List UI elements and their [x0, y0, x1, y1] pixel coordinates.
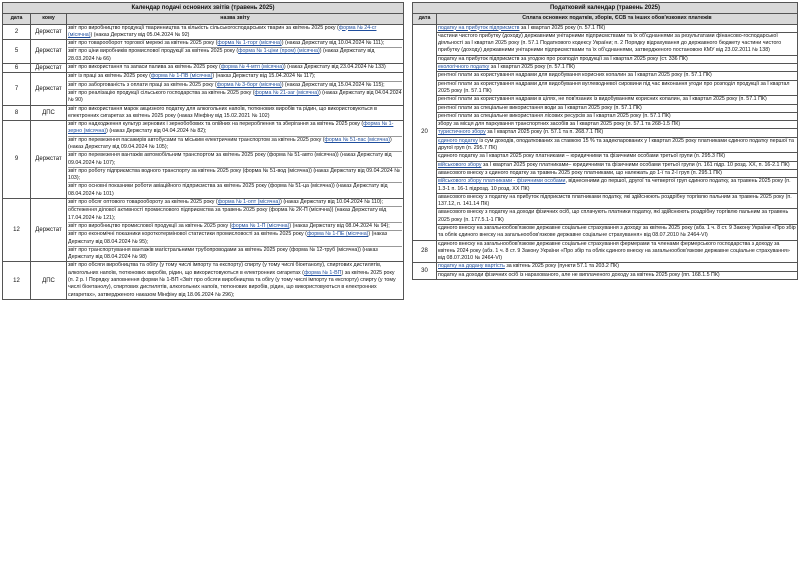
report-form-link[interactable]: форма № 1-торг (місячна) — [217, 40, 282, 47]
payment-text: рентної плати за спеціальне використання лісових ресурсів за I квартал 2025 року (п. 57.1 ПК) — [438, 112, 671, 119]
report-text-tail: ) (наказ Держстату від 05.04.2024 № 92) — [90, 31, 190, 38]
payment-row — [413, 80, 798, 96]
payment-tax-link[interactable]: податку на додану вартість — [438, 263, 505, 270]
payment-item — [437, 96, 798, 104]
report-item — [68, 90, 402, 105]
report-item — [68, 199, 402, 207]
report-text: звіт про перевезення вантажів автомобільним транспортом за квітень 2025 року (форма № 51-авто (місячна)) (наказ Держстату від 09.04.2024 № 107); — [68, 152, 392, 166]
payment-item — [437, 240, 798, 263]
report-item — [68, 137, 402, 153]
payment-tax-link[interactable]: єдиного податку — [438, 137, 478, 144]
report-text: звіт про реалізацію продукції сільського господарства за квітень 2025 року ( — [68, 89, 255, 96]
report-item — [68, 25, 402, 40]
payment-row — [413, 271, 798, 279]
report-row — [3, 121, 404, 199]
report-text: звіт про ціни виробників промислової продукції за квітень 2025 року ( — [68, 48, 239, 55]
col-header-payments: Сплата основних податків, зборів, ЄСВ та інших обов'язкових платежів — [437, 14, 798, 24]
payment-text: за I квартал 2025 року (п. 57.1 та п. 268.7.1 ПК) — [485, 129, 604, 136]
report-form-link[interactable]: форма № 1-П (місячна) — [231, 222, 290, 229]
report-item — [68, 106, 402, 121]
report-text: звіт про перевезення пасажирів автобусами та міським електричним транспортом за квітень 2025 року ( — [68, 136, 325, 143]
report-text: звіт про товарооборот торгової мережі за квітень 2025 року ( — [68, 40, 218, 47]
report-list — [67, 24, 404, 40]
report-form-link[interactable]: форма № 1-зерно (місячна) — [68, 121, 394, 135]
report-item — [68, 152, 402, 168]
payment-item — [437, 32, 798, 55]
payment-tax-link[interactable]: податку на прибуток підприємств — [438, 24, 520, 31]
report-date: 12 — [3, 262, 31, 299]
report-row — [3, 262, 404, 299]
report-item — [68, 73, 402, 81]
report-recipient: ДПС — [31, 105, 67, 121]
report-date: 9 — [3, 121, 31, 199]
payment-text: податку на прибуток підприємств за угодою про розподіл продукції за I квартал 2025 року (ст. 336 ПК) — [438, 55, 688, 62]
payment-text: єдиного внеску на загальнообов'язкове державне соціальне страхування фермерами та членами фермерського господарства з доходу за квітень 2024 року (абз. 1 ч. 8 ст. 9 Закону України «Про збір та облік єдиного внеску на загальнообов'язкове державне соціальне страхування» від 08.07.2010 № 2464-VI) — [438, 240, 790, 262]
payment-text: рентної плати за спеціальне використання води за I квартал 2025 року (п. 57.1 ПК) — [438, 104, 642, 111]
payment-row — [413, 137, 798, 153]
report-text-tail: ) (наказ Держстату від 08.04.2024 № 94); — [289, 222, 390, 229]
report-text: звіт про заборгованість з оплати праці за квітень 2025 року ( — [68, 81, 217, 88]
report-list — [67, 64, 404, 73]
report-text: звіт про основні показники роботи авіаційного підприємства за квітень 2025 року (форма № 51-ца (місячна)) (наказ Держстату від 08.04.2024 № 101) — [68, 183, 388, 197]
report-text-tail: ) (наказ Держстату від 04.04.2024 № 82); — [106, 128, 207, 135]
payment-tax-link[interactable]: військового збору — [438, 161, 482, 168]
report-form-link[interactable]: форма № 1-опт (місячна) — [217, 199, 281, 206]
report-text: звіт про виробництво продукції тваринництва та кількість сільськогосподарських тварин за квітень 2025 року ( — [68, 24, 339, 31]
payment-item — [437, 263, 798, 271]
report-text: звіт із праці за квітень 2025 року ( — [68, 73, 151, 80]
payment-text: , віднесеними до першої, другої та четвертої груп єдиного податку, за травень 2025 року (п. 1.3-1 п. 16-1 підрозд. 10 розд. XX ПК) — [438, 178, 791, 192]
payment-tax-link[interactable]: туристичного збору — [438, 129, 486, 136]
reports-calendar-table — [2, 2, 404, 300]
payment-row — [413, 55, 798, 63]
payment-row — [413, 178, 798, 194]
report-form-link[interactable]: форма № 51-пас (місячна) — [324, 136, 391, 143]
report-recipient: Держстат — [31, 24, 67, 40]
payment-text: за квітень 2025 року (пункти 57.1 та 203.2 ПК) — [504, 263, 619, 270]
report-recipient: Держстат — [31, 40, 67, 64]
payment-row — [413, 153, 798, 161]
report-text: звіт про роботу підприємства водного транспорту за квітень 2025 року (форма № 51-вод (місячна)) (наказ Держстату від 09.04.2024 № 103); — [68, 167, 400, 182]
payment-row — [413, 209, 798, 225]
payment-item — [437, 129, 798, 137]
report-item — [68, 183, 402, 198]
payment-item — [437, 137, 798, 153]
report-text: звіт про використання марок акцизного податку для алкогольних напоїв, тютюнових виробів та рідин, що використовуються в електронних сигаретах за квітень 2025 року (наказ Мінфіну від 15.02.2021 № 102) — [68, 105, 377, 119]
payment-text: із сум доходів, оподаткованих за ставкою 15 % та задекларованих у I квартал 2025 року платниками єдиного податку першої та другої груп (п. 295.7 ПК) — [438, 137, 794, 152]
report-date: 7 — [3, 73, 31, 105]
col-header-date: дата — [3, 14, 31, 24]
payment-text: частини чистого прибутку (доходу) державними унітарними підприємствами та їх об'єднаннями за результатами фінансово-господарської діяльності за I квартал 2025 року (п. 57.1 Податкового кодексу України; п. 2 Порядку відрахування до державного бюджету частини чистого прибутку (доходу) державними унітарними підприємствами та їх об'єднаннями, затвердженого постановою КМУ від 23.02.2011 № 138) — [438, 32, 782, 54]
report-text-tail: ) (наказ Держстату від 10.04.2024 № 110); — [280, 199, 384, 206]
report-item — [68, 231, 402, 247]
report-form-link[interactable]: форма № 1-ціни (пром) (місячна) — [238, 48, 320, 55]
report-item — [68, 82, 402, 90]
report-recipient: Держстат — [31, 73, 67, 105]
report-list — [67, 262, 404, 299]
report-row — [3, 40, 404, 64]
payment-row — [413, 32, 798, 55]
reports-calendar-title: Календар подачі основних звітів (травень 2025) — [3, 3, 404, 14]
report-list — [67, 199, 404, 262]
payment-text: авансового внеску з податку на прибуток підприємств платниками податку, які здійснюють роздрібну торгівлю пальним за травень 2025 року (п. 137.12, п. 141.14 ПК) — [438, 193, 792, 208]
report-text: обстеження ділової активності промислового підприємства за травень 2025 року (форма № 2К-П (місячна)) (наказ Держстату від 17.04.2024 № 121); — [68, 207, 387, 221]
report-text: звіт про економічні показники короткотермінової статистики промисловості за квітень 2025 року ( — [68, 231, 307, 238]
report-text-tail: ) (наказ Держстату від 04.04.2024 № 90) — [68, 89, 402, 104]
payment-row — [413, 161, 798, 169]
report-text: звіт про виробництво промислової продукції за квітень 2025 року ( — [68, 222, 232, 229]
report-list — [67, 105, 404, 121]
payment-item — [437, 72, 798, 80]
payment-row — [413, 104, 798, 112]
payment-text: рентної плати за користування надрами для видобування вуглеводневої сировини під час виконання угоди про розподіл продукції за I квартал 2025 року (п. 57.1 ПК) — [438, 80, 790, 94]
payment-text: податку на доходи фізичних осіб із нарахованого, але не виплаченого доходу за квітень 2025 року (пп. 168.1.5 ПК) — [438, 271, 720, 278]
report-form-link[interactable]: форма № 1-ВП — [303, 269, 342, 276]
report-row — [3, 64, 404, 73]
report-row — [3, 73, 404, 105]
report-form-link[interactable]: форма № 4-мтп (місячна) — [220, 64, 284, 71]
payment-date: 20 — [413, 24, 437, 240]
tax-calendar-table — [412, 2, 798, 280]
report-recipient: Держстат — [31, 199, 67, 262]
report-item — [68, 168, 402, 184]
payment-text: за I квартал 2025 року (п. 57.1 ПК) — [489, 64, 575, 71]
payment-item — [437, 271, 798, 279]
payment-text: за I квартал 2025 року (п. 57.1 ПК) — [519, 24, 606, 31]
payment-item — [437, 121, 798, 129]
payment-row — [413, 64, 798, 72]
report-form-link[interactable]: форма № 21-заг (місячна) — [254, 89, 319, 96]
payment-date: 28 — [413, 240, 437, 263]
report-form-link[interactable]: форма № 1-ПВ (місячна) — [150, 73, 213, 80]
payment-row — [413, 96, 798, 104]
report-text-tail: ) (наказ Держстату від 28.03.2024 № 66) — [68, 48, 375, 62]
report-recipient: Держстат — [31, 64, 67, 73]
report-text-tail: ) (наказ Держстату від 23.04.2024 № 133) — [283, 64, 386, 71]
report-item — [68, 223, 402, 231]
report-item — [68, 121, 402, 137]
col-header-recipient: кому — [31, 14, 67, 24]
payment-text: збору за місця для паркування транспортних засобів за I квартал 2025 року (п. 57.1 та 268-1.5 ПК) — [438, 121, 681, 128]
report-item — [68, 207, 402, 223]
payment-row — [413, 72, 798, 80]
payment-text: авансового внеску з податку на доходи фізичних осіб, що сплачують платники податку, які здійснюють роздрібну торгівлю пальним за травень 2025 року (п. 177.5.1-1 ПК) — [438, 209, 789, 223]
report-item — [68, 247, 402, 262]
report-item — [68, 262, 402, 298]
payment-row — [413, 24, 798, 32]
payment-item — [437, 64, 798, 72]
report-list — [67, 121, 404, 199]
payment-date: 30 — [413, 263, 437, 280]
payment-item — [437, 224, 798, 240]
report-row — [3, 105, 404, 121]
payment-text: авансового внеску з єдиного податку за травень 2025 року платниками, що належать до 1-ї та 2-ї груп (п. 295.1 ПК) — [438, 169, 722, 176]
report-date: 2 — [3, 24, 31, 40]
report-text-tail: ) (наказ Держстату від 08.04.2024 № 95); — [68, 231, 388, 245]
payment-item — [437, 55, 798, 63]
payment-row — [413, 169, 798, 177]
report-row — [3, 24, 404, 40]
report-text: звіт про обсяги виробництва та обігу (у тому числі імпорту та експорту) спирту (у тому числі біоетанолу), спиртових дистилятів, алкогольних напоїв, тютюнових виробів, рідин, що використовуються в електронних сигаретах ( — [68, 262, 382, 276]
payment-item — [437, 161, 798, 169]
payment-item — [437, 193, 798, 209]
payment-item — [437, 153, 798, 161]
payment-row — [413, 240, 798, 263]
report-item — [68, 48, 402, 63]
report-text-tail: ) (наказ Держстату від 15.04.2024 № 115); — [281, 81, 385, 88]
payment-text: рентної плати за користування надрами в цілях, не пов'язаних із видобуванням корисних копалин, за I квартал 2025 року (п. 57.1 ПК) — [438, 96, 767, 103]
report-list — [67, 40, 404, 64]
payment-item — [437, 169, 798, 177]
report-text: звіт про обсяг оптового товарообороту за квітень 2025 року ( — [68, 199, 218, 206]
report-form-link[interactable]: форма № 3-борг (місячна) — [216, 81, 282, 88]
report-row — [3, 199, 404, 262]
report-date: 6 — [3, 64, 31, 73]
payment-text: єдиного податку за I квартал 2025 року платниками – юридичними та фізичними особами третьої групи (п. 295.3 ПК) — [438, 153, 726, 160]
report-text-tail: ) (наказ Держстату від 09.04.2024 № 105); — [68, 136, 392, 150]
payment-item — [437, 178, 798, 194]
report-date: 12 — [3, 199, 31, 262]
col-header-date: дата — [413, 14, 437, 24]
payment-item — [437, 112, 798, 120]
report-text: звіт про використання та запаси палива за квітень 2025 року ( — [68, 64, 221, 71]
payment-text: єдиного внеску на загальнообов'язкове державне соціальне страхування з доходу за квітень 2025 року (абз. 1 ч. 8 ст. 9 Закону України «Про збір та облік єдиного внеску на загальнообов'язкове державне соціальне страхування» від 08.07.2010 № 2464-VI) — [438, 224, 796, 239]
report-form-link[interactable]: форма № 24-сг (місячна) — [68, 24, 377, 38]
payment-item — [437, 104, 798, 112]
report-text-tail: ) (наказ Держстату від 15.04.2024 № 117); — [212, 73, 316, 80]
payment-row — [413, 129, 798, 137]
payment-tax-link[interactable]: військового збору платниками - фізичними особами — [438, 178, 566, 185]
report-item — [68, 40, 402, 48]
report-date: 8 — [3, 105, 31, 121]
report-list — [67, 73, 404, 105]
col-header-report-name: назва звіту — [67, 14, 404, 24]
report-item — [68, 64, 402, 71]
payment-tax-link[interactable]: екологічного податку — [438, 64, 490, 71]
report-recipient: Держстат — [31, 121, 67, 199]
payment-row — [413, 193, 798, 209]
report-text-tail: ) (наказ Держстату від 10.04.2024 № 111); — [281, 40, 385, 47]
report-text: звіт про надходження культур зернових і зернобобових та олійних на перероблення та зберігання за квітень 2025 року ( — [68, 121, 364, 128]
report-text: звіт про транспортування вантажів магістральними трубопроводами за квітень 2025 року (форма № 12-труб (місячна)) (наказ Держстату від 08.04.2024 № 98) — [68, 246, 378, 261]
report-date: 5 — [3, 40, 31, 64]
payment-row — [413, 224, 798, 240]
payment-item — [437, 24, 798, 32]
payment-row — [413, 121, 798, 129]
payment-row — [413, 263, 798, 271]
report-recipient: ДПС — [31, 262, 67, 299]
report-text-tail: ) за квітень 2025 року (п. 2 р. І Порядку заповнення форми № 1-ВП «Звіт про обсяги виробництва та обігу (у тому числі імпорту та експорту) спирту (у тому числі біоетанолу), спиртових дистилятів, алкогольних напоїв, тютюнових виробів, рідин, що використовуються в електронних сигаретах», затвердженого наказом Мінфіну від 18.06.2024 № 296); — [68, 269, 396, 298]
payment-row — [413, 112, 798, 120]
payment-item — [437, 80, 798, 96]
report-form-link[interactable]: форма № 1-ПЕ (місячна) — [306, 231, 369, 238]
tax-calendar-title: Податковий календар (травень 2025) — [413, 3, 798, 14]
payment-text: за I квартал 2025 року платниками– юридичними та фізичними особами третьої групи (п. 161 підр. 10 розд. XX, п. 16-2.1 ПК) — [481, 161, 790, 168]
payment-item — [437, 209, 798, 225]
payment-text: рентної плати за користування надрами для видобування корисних копалин за I квартал 2025 року (п. 57.1 ПК) — [438, 72, 712, 79]
